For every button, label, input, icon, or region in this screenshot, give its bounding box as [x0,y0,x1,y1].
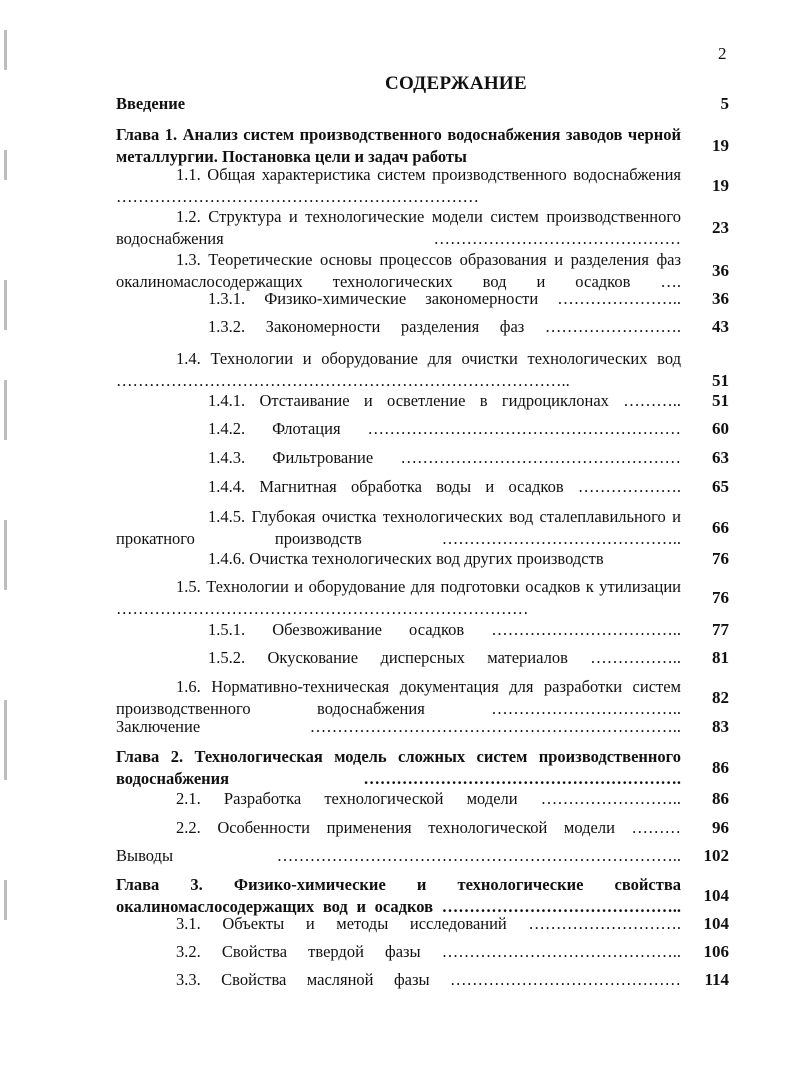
toc-entry-text: Глава 2. Технологическая модель сложных систем производственного водоснабжения …………………………………………………. [116,747,681,788]
page-number: 2 [718,44,727,63]
toc-entry-1-1 [116,164,729,208]
toc-entry-conclusions [116,845,729,867]
toc-entry-chapter-1 [116,124,729,168]
toc-entry-text: 1.4.1. Отстаивание и осветление в гидроциклонах ……….. [208,391,681,410]
toc-entry-page: 81 [712,648,729,667]
toc-entry-intro [116,93,729,115]
scan-margin-mark [4,150,7,180]
toc-entry-page: 86 [712,758,729,777]
toc-entry-text: 3.2. Свойства твердой фазы …………………………………….. [176,942,681,961]
toc-entry-page: 104 [703,914,729,933]
toc-entry-text: Глава 1. Анализ систем производственного водоснабжения заводов черной металлургии. Постановка цели и задач работы [116,125,681,166]
toc-entry-page: 96 [712,818,729,837]
scan-margin-mark [4,520,7,590]
toc-entry-1-4-5 [116,506,729,550]
toc-entry-1-5-2 [116,647,729,669]
toc-entry-page: 86 [712,789,729,808]
scan-margin-mark [4,700,7,780]
toc-entry-text: 1.5.2. Окускование дисперсных материалов …………….. [208,648,681,667]
toc-entry-2-1 [116,788,729,810]
scan-margin-mark [4,380,7,440]
toc-entry-page: 19 [712,176,729,195]
toc-entry-page: 23 [712,218,729,237]
toc-entry-page: 114 [704,970,729,989]
toc-entry-page: 36 [712,289,729,308]
toc-entry-text: 2.2. Особенности применения технологической модели ……… [176,818,681,837]
toc-entry-text: 1.5. Технологии и оборудование для подготовки осадков к утилизации ………………………………………………………………… [116,577,681,618]
toc-entry-1-4-6 [116,548,729,570]
toc-entry-3-3 [116,969,729,991]
toc-entry-page: 63 [712,448,729,467]
toc-entry-page: 51 [712,371,729,390]
toc-entry-1-3-1 [116,288,729,310]
toc-entry-1-6 [116,676,729,720]
scan-margin-mark [4,880,7,920]
toc-entry-text: 1.4.4. Магнитная обработка воды и осадков ………………. [208,477,681,496]
toc-entry-page: 104 [703,886,729,905]
toc-entry-3-1 [116,913,729,935]
toc-entry-text: 1.3.1. Физико-химические закономерности ………………….. [208,289,681,308]
toc-entry-chapter-2 [116,746,729,790]
toc-entry-text: 1.3. Теоретические основы процессов образования и разделения фаз окалиномаслосодержащих технологических вод и осадков …. [116,250,681,291]
toc-entry-1-4-3 [116,447,729,469]
toc-entry-text: 1.1. Общая характеристика систем производственного водоснабжения ………………………………………………………… [116,165,681,206]
toc-entry-page: 102 [703,846,729,865]
toc-entry-page: 106 [703,942,729,961]
toc-entry-page: 19 [712,136,729,155]
toc-entry-text: 2.1. Разработка технологической модели …………………….. [176,789,681,808]
toc-entry-1-3 [116,249,729,293]
toc-entry-1-4-2 [116,418,729,440]
toc-entry-page: 51 [712,391,729,410]
toc-entry-1-4-4 [116,476,729,498]
toc-entry-text: 1.6. Нормативно-техническая документация для разработки систем производственного водоснабжения …………………………….. [116,677,681,718]
toc-entry-text: 1.4. Технологии и оборудование для очистки технологических вод ……………………………………………………………………….. [116,349,681,390]
toc-entry-conclusion [116,716,729,738]
scan-margin-mark [4,30,7,70]
toc-entry-text: 1.4.3. Фильтрование …………………………………………… [208,448,681,467]
toc-entry-page: 76 [712,588,729,607]
toc-entry-page: 77 [712,620,729,639]
toc-entry-text: 1.3.2. Закономерности разделения фаз ……………………. [208,317,681,336]
page-title: СОДЕРЖАНИЕ [385,73,527,94]
toc-entry-page: 5 [720,94,729,113]
toc-entry-text: 1.5.1. Обезвоживание осадков …………………………….. [208,620,681,639]
toc-entry-2-2 [116,817,729,839]
toc-entry-text: 1.4.5. Глубокая очистка технологических вод сталеплавильного и прокатного производств …………………………………….. [116,507,681,548]
toc-entry-page: 82 [712,688,729,707]
toc-entry-text: 3.1. Объекты и методы исследований ………………………. [176,914,681,933]
toc-entry-text: Заключение ………………………………………………………….. [116,717,681,736]
toc-entry-1-4-1 [116,390,729,412]
toc-entry-page: 36 [712,261,729,280]
toc-entry-3-2 [116,941,729,963]
toc-entry-text: 3.3. Свойства масляной фазы …………………………………… [176,970,681,989]
toc-entry-page: 43 [712,317,729,336]
toc-entry-text: Введение [116,94,186,113]
toc-entry-text: 1.2. Структура и технологические модели систем производственного водоснабжения ……………………………………… [116,207,681,248]
toc-entry-1-4 [116,348,729,392]
toc-entry-page: 76 [712,549,729,568]
toc-entry-1-5 [116,576,729,620]
toc-entry-text: 1.4.2. Флотация ………………………………………………… [208,419,681,438]
toc-entry-page: 83 [712,717,729,736]
toc-entry-1-5-1 [116,619,729,641]
toc-entry-1-3-2 [116,316,729,338]
toc-entry-1-2 [116,206,729,250]
toc-entry-text: Глава 3. Физико-химические и технологические свойства окалиномаслосодержащих вод и осадков …………………………………….. [116,875,681,916]
scan-margin-mark [4,280,7,330]
toc-entry-page: 60 [712,419,729,438]
toc-entry-page: 66 [712,518,729,537]
toc-entry-chapter-3 [116,874,729,918]
toc-entry-page: 65 [712,477,729,496]
toc-entry-text: Выводы ……………………………………………………………….. [116,846,681,865]
toc-entry-text: 1.4.6. Очистка технологических вод других производств [208,549,604,568]
